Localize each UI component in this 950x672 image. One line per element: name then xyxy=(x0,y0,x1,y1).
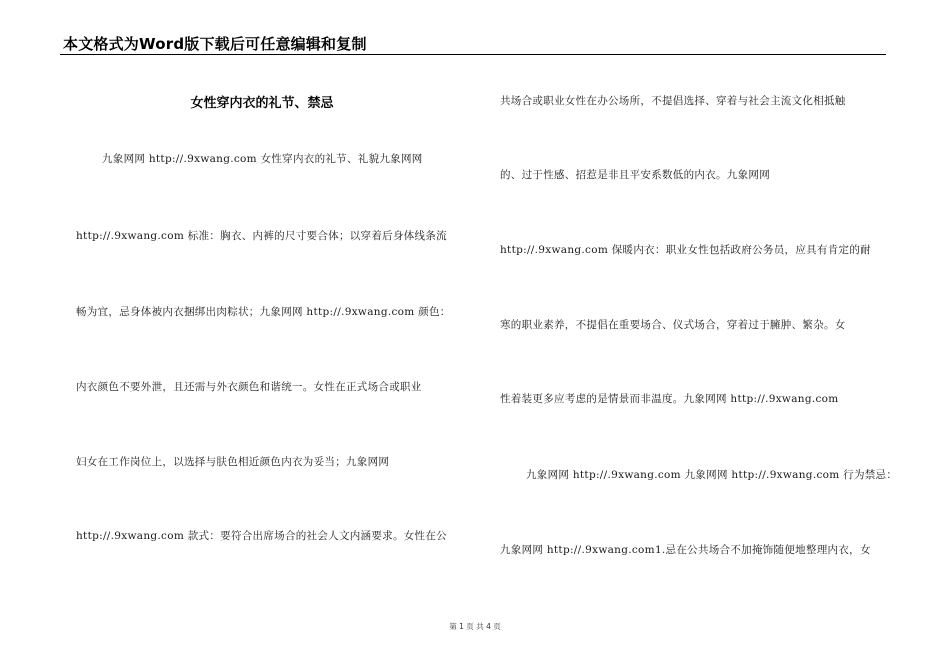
text-line: http://.9xwang.com 标准：胸衣、内裤的尺寸要合体；以穿着后身体线条流 xyxy=(76,230,447,242)
header-rule xyxy=(60,54,886,55)
text-line: 性着装更多应考虑的是情景而非温度。九象网网 http://.9xwang.com xyxy=(500,393,839,405)
page-footer: 第 1 页 共 4 页 xyxy=(449,622,501,631)
text-line: 共场合或职业女性在办公场所，不提倡选择、穿着与社会主流文化相抵触 xyxy=(500,95,846,107)
text-line: 九象网网 http://.9xwang.com 九象网网 http://.9xwang.com 行为禁忌： xyxy=(526,469,898,481)
text-line: 的、过于性感、招惹是非且平安系数低的内衣。九象网网 xyxy=(500,169,770,181)
text-line: 九象网网 http://.9xwang.com 女性穿内衣的礼节、礼貌九象网网 xyxy=(102,153,423,165)
header-banner: 本文格式为Word版下载后可任意编辑和复制 xyxy=(63,35,367,53)
text-line: 内衣颜色不要外泄，且还需与外衣颜色和谐统一。女性在正式场合或职业 xyxy=(76,381,422,393)
text-line: 寒的职业素养，不提倡在重要场合、仪式场合，穿着过于臃肿、繁杂。女 xyxy=(500,319,846,331)
text-line: 九象网网 http://.9xwang.com1.忌在公共场合不加掩饰随便地整理内衣，女 xyxy=(500,544,871,556)
text-line: http://.9xwang.com 款式：要符合出席场合的社会人文内涵要求。女性在公 xyxy=(76,530,447,542)
text-line: 畅为宜，忌身体被内衣捆绑出肉粽状；九象网网 http://.9xwang.com 颜色： xyxy=(76,306,451,318)
text-line: 妇女在工作岗位上，以选择与肤色相近颜色内衣为妥当；九象网网 xyxy=(76,456,390,468)
document-title: 女性穿内衣的礼节、禁忌 xyxy=(190,96,334,111)
text-line: http://.9xwang.com 保暖内衣：职业女性包括政府公务员，应具有肯定的耐 xyxy=(500,244,871,256)
